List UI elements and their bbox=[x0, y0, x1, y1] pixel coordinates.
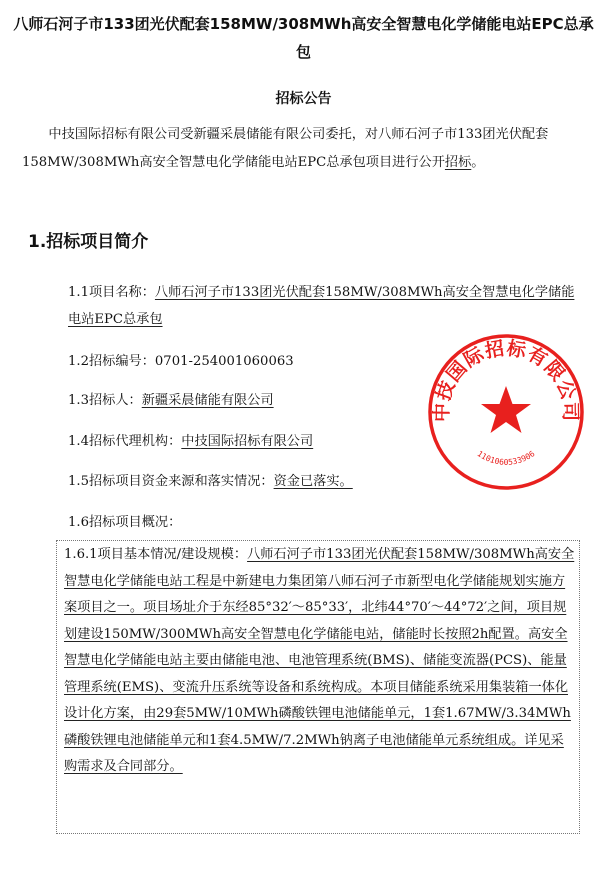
item-agent bbox=[68, 430, 313, 449]
fund-value: 资金已落实。 bbox=[273, 474, 353, 489]
item-overview bbox=[68, 511, 181, 530]
seal-star-icon bbox=[481, 386, 531, 433]
item-tenderer bbox=[68, 389, 274, 408]
intro-text: 中技国际招标有限公司受新疆采晨储能有限公司委托，对八师石河子市133团光伏配套158MW/308MWh高安全智慧电化学储能电站EPC总承包项目进行公开 bbox=[22, 127, 549, 170]
intro-paragraph bbox=[22, 121, 582, 177]
tender-code-value: 0701-254001060063 bbox=[154, 354, 294, 369]
agent-label: 1.4招标代理机构： bbox=[68, 434, 182, 449]
overview-label: 1.6招标项目概况： bbox=[68, 515, 182, 530]
agent-value: 中技国际招标有限公司 bbox=[181, 434, 314, 449]
document-subtitle: 招标公告 bbox=[275, 91, 332, 107]
project-name-label: 1.1项目名称： bbox=[68, 285, 155, 300]
item-tender-code bbox=[68, 350, 294, 369]
item-project-name bbox=[68, 279, 578, 333]
fund-label: 1.5招标项目资金来源和落实情况： bbox=[68, 474, 274, 489]
seal-number: 1101060533906 bbox=[475, 449, 537, 467]
seal-text: 中技国际招标有限公司 bbox=[430, 337, 582, 423]
basic-info-paragraph bbox=[64, 542, 576, 781]
tenderer-value: 新疆采晨储能有限公司 bbox=[141, 393, 274, 408]
document-title: 八师石河子市133团光伏配套158MW/308MWh高安全智慧电化学储能电站EPC总承包 bbox=[13, 15, 594, 61]
tenderer-label: 1.3招标人： bbox=[68, 393, 142, 408]
company-seal-stamp bbox=[426, 332, 586, 492]
intro-end: 。 bbox=[471, 155, 485, 170]
item-fund bbox=[68, 470, 353, 489]
tender-code-label: 1.2招标编号： bbox=[68, 354, 155, 369]
section-heading: 1.招标项目简介 bbox=[28, 232, 149, 252]
intro-link[interactable]: 招标 bbox=[444, 155, 472, 170]
project-name-value: 八师石河子市133团光伏配套158MW/308MWh高安全智慧电化学储能电站EPC总承包 bbox=[68, 285, 575, 327]
basic-info-text: 八师石河子市133团光伏配套158MW/308MWh高安全智慧电化学储能电站工程是中新建电力集团第八师石河子市新型电化学储能规划实施方案项目之一。项目场址介于东经85°32′～85°33′，北纬44°70′～44°72′之间，项目规划建设150MW/300MWh高安全智慧电化学储能电站，储能时长按照2h配置。高安全智慧电化学储能电站主要由储能电池、电池管理系统(BMS)、储能变流器(PCS)、能量管理系统(EMS)、变流升压系统等设备和系统构成。本项目储能系统采用集装箱一体化设计化方案，由29套5MW/10MWh磷酸铁锂电池储能单元，1套1.67MW/3.34MWh磷酸铁锂电池储能单元和1套4.5MW/7.2MWh钠离子电池储能单元系统组成。详见采购需求及合同部分。 bbox=[64, 547, 575, 774]
basic-info-label: 1.6.1项目基本情况/建设规模： bbox=[64, 547, 248, 562]
